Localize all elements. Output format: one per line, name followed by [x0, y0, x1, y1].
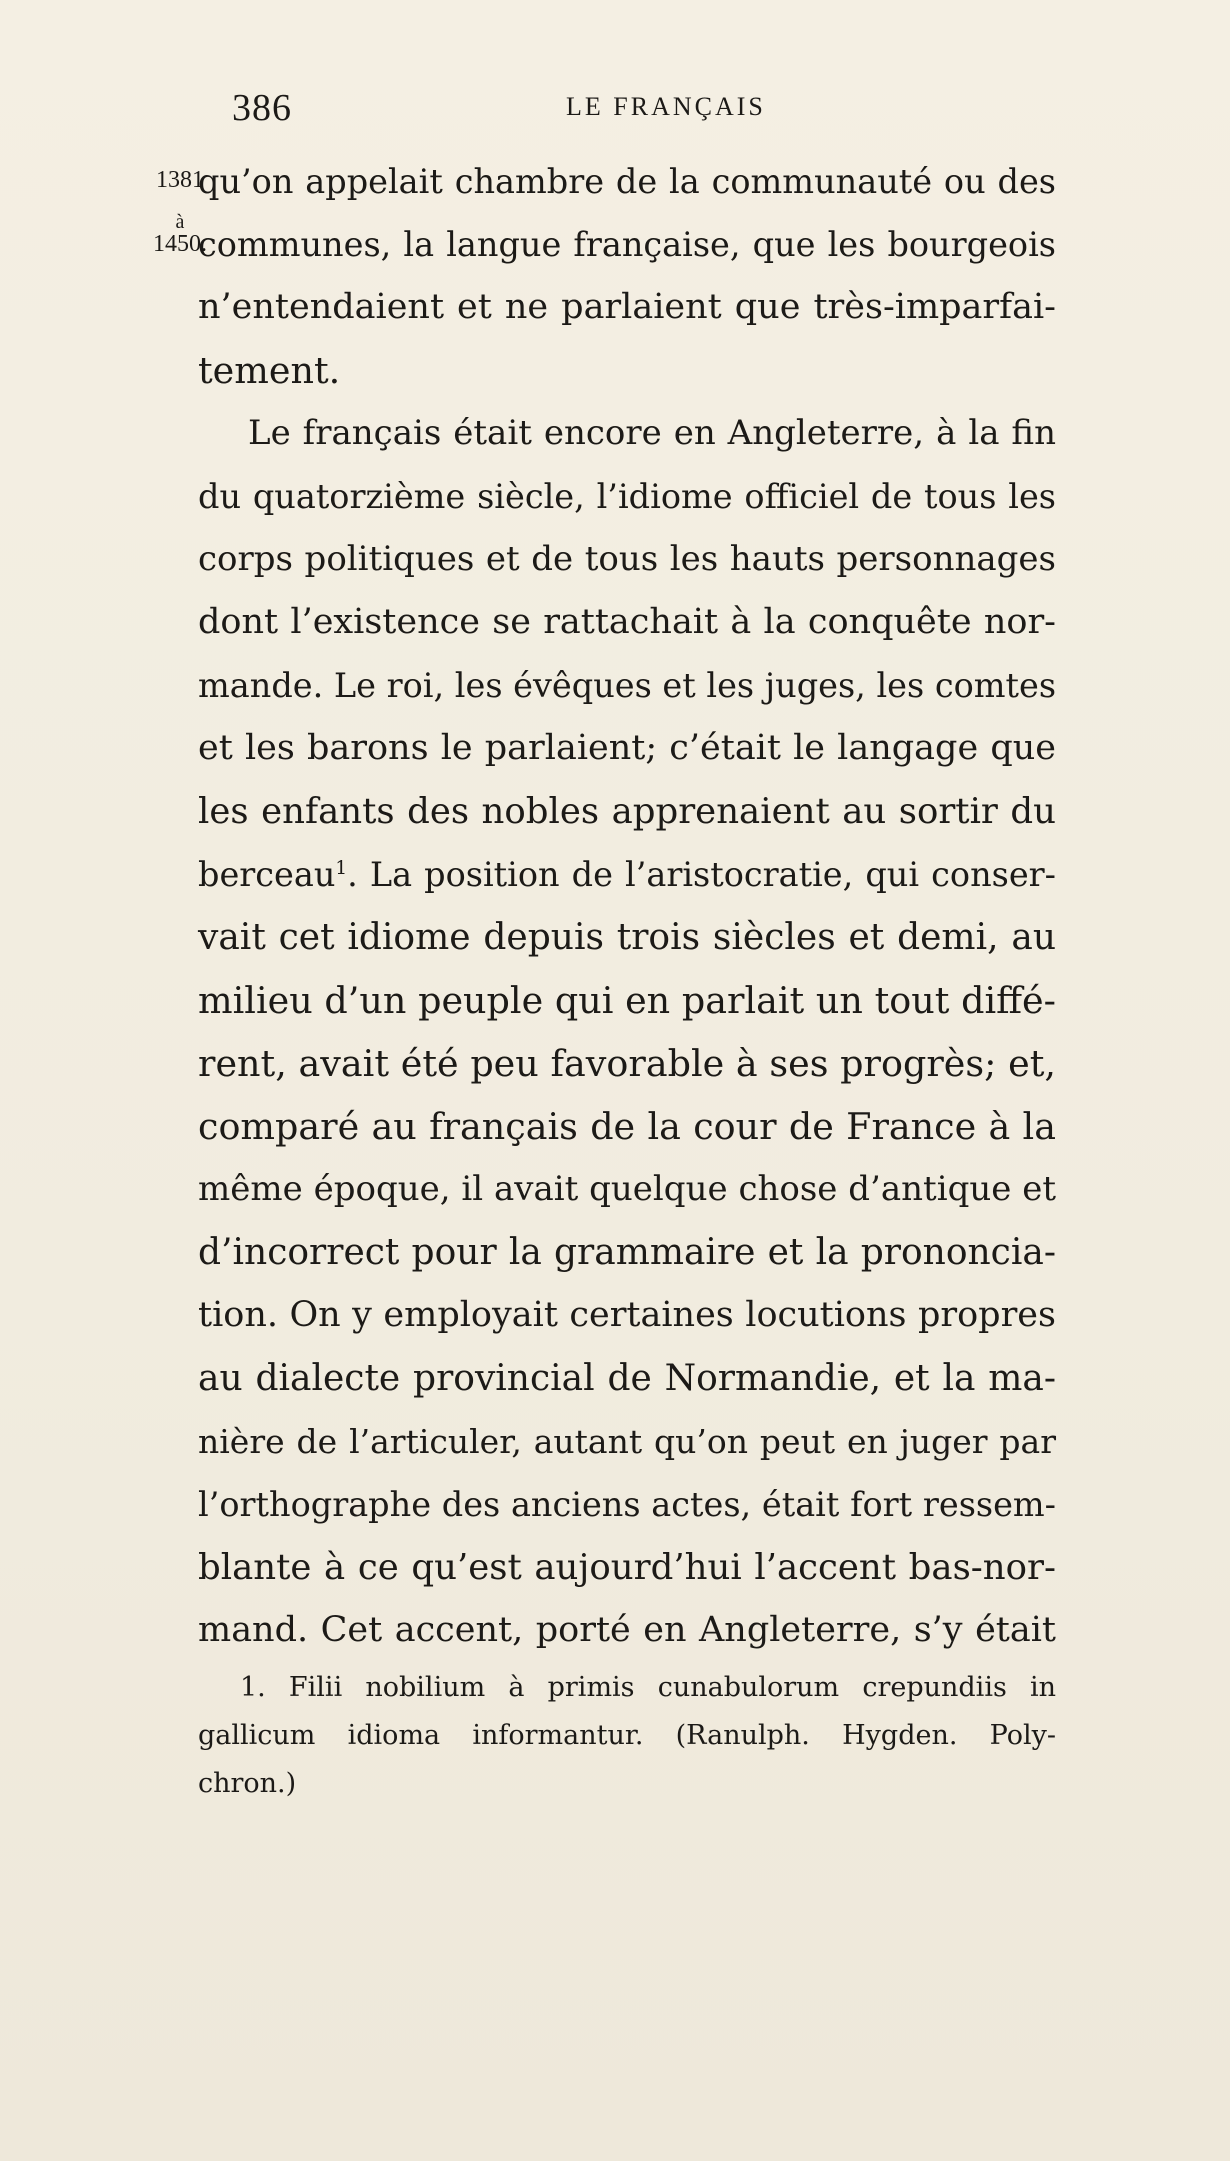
text-line-with-note [198, 843, 1056, 906]
text-line: milieu d’un peuple qui en parlait un tout diffé- [198, 979, 1056, 1022]
text-line: Le français était encore en Angleterre, à la fin [248, 413, 1056, 453]
text-line: du quatorzième siècle, l’idiome officiel de tous les [198, 477, 1056, 516]
body-text [198, 150, 1056, 1662]
text-line: tement. [198, 349, 341, 392]
text-line: nière de l’articuler, autant qu’on peut en juger par [198, 1422, 1056, 1461]
text-fragment: . La position de l’aristocratie, qui conser- [347, 855, 1056, 894]
text-line: les enfants des nobles apprenaient au sortir du [198, 791, 1056, 832]
text-line: tion. On y employait certaines locutions propres [198, 1295, 1056, 1335]
page-header [0, 86, 1230, 136]
text-fragment: berceau [198, 855, 336, 894]
footnote [198, 1664, 1056, 1808]
running-title: LE FRANÇAIS [566, 92, 766, 121]
margin-separator: à [175, 211, 185, 233]
text-line: mand. Cet accent, porté en Angleterre, s’y était [198, 1610, 1056, 1650]
text-line: n’entendaient et ne parlaient que très-imparfai- [198, 287, 1056, 327]
text-line: même époque, il avait quelque chose d’antique et [198, 1169, 1056, 1209]
text-line: mande. Le roi, les évêques et les juges, les comtes [198, 666, 1057, 705]
page-number: 386 [232, 87, 292, 129]
text-line: au dialecte provincial de Normandie, et la ma- [198, 1358, 1056, 1399]
text-line: vait cet idiome depuis trois siècles et demi, au [198, 917, 1056, 958]
footnote-line: 1. Filii nobilium à primis cunabulorum crepundiis in [240, 1672, 1056, 1703]
text-line: dont l’existence se rattachait à la conquête nor- [198, 602, 1056, 642]
margin-year-end: 1450. [153, 231, 207, 257]
text-line: blante à ce qu’est aujourd’hui l’accent bas-nor- [198, 1547, 1056, 1588]
text-line: qu’on appelait chambre de la communauté ou des [198, 162, 1056, 201]
text-line: rent, avait été peu favorable à ses progrès; et, [198, 1042, 1056, 1085]
text-line: communes, la langue française, que les bourgeois [198, 225, 1056, 264]
footnote-line: gallicum idioma informantur. (Ranulph. Hygden. Poly- [198, 1720, 1056, 1751]
footnote-line: chron.) [198, 1768, 297, 1799]
text-line: et les barons le parlaient; c’était le langage que [198, 728, 1056, 768]
text-line: comparé au français de la cour de France à la [198, 1105, 1056, 1148]
text-line: d’incorrect pour la grammaire et la prononcia- [198, 1232, 1056, 1273]
text-line: l’orthographe des anciens actes, était fort ressem- [198, 1485, 1056, 1524]
footnote-reference: 1 [335, 857, 348, 879]
margin-year-start: 1381 [156, 167, 204, 193]
text-line: corps politiques et de tous les hauts personnages [198, 539, 1056, 579]
